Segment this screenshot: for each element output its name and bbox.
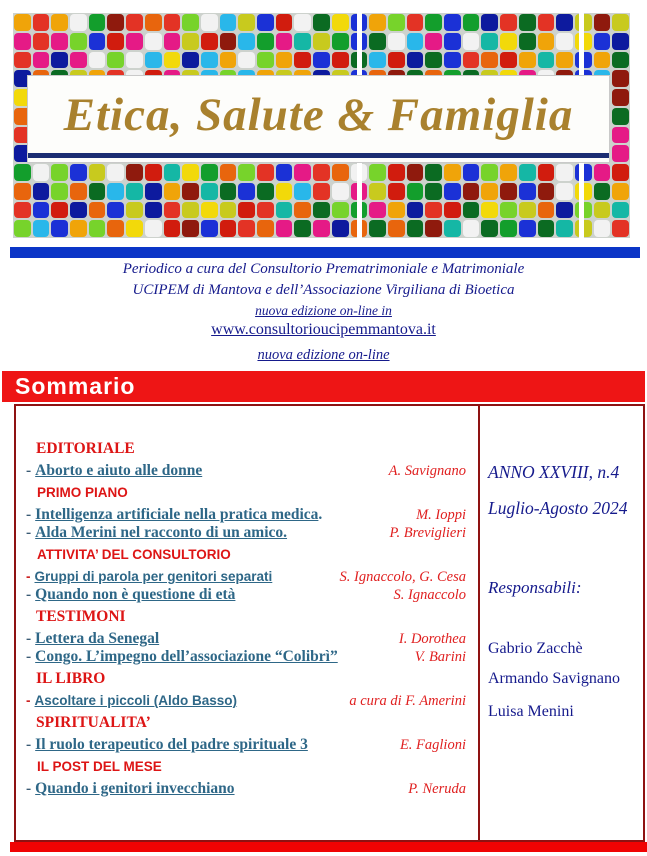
mosaic-tile [294,52,311,69]
mosaic-tile [294,164,311,181]
mosaic-tile [70,33,87,50]
mosaic-tile [257,164,274,181]
mosaic-tile [107,202,124,219]
toc-item-author: a cura di F. Amerini [349,693,466,709]
mosaic-tile [463,164,480,181]
mosaic-tile [182,220,199,237]
mosaic-tile [14,14,31,31]
toc-entries [16,406,480,840]
mosaic-tile [276,33,293,50]
mosaic-tile [612,108,629,125]
mosaic-tile [500,33,517,50]
toc-section-heading: EDITORIALE [36,440,135,457]
toc-item-dash: - [26,586,32,603]
mosaic-tile [369,164,386,181]
mosaic-tile [220,220,237,237]
toc-item-dash: - [26,630,32,647]
intro-line-1: Periodico a cura del Consultorio Prematrimoniale e Matrimoniale [122,261,525,277]
mosaic-tile [276,220,293,237]
toc-item-author: A. Savignano [388,463,466,479]
mosaic-tile [313,33,330,50]
mosaic-tile [51,164,68,181]
mosaic-tile [164,183,181,200]
mosaic-tile [369,52,386,69]
toc-section-heading: IL LIBRO [36,670,106,687]
mosaic-tile [164,164,181,181]
mosaic-tile [332,52,349,69]
mosaic-tile [425,183,442,200]
mosaic-tile [51,183,68,200]
toc-item-dash: - [26,736,32,753]
toc-item-author: P. Neruda [408,781,466,797]
mosaic-tile [33,164,50,181]
mosaic-tile [519,164,536,181]
issue-year: ANNO XXVIII, n.4 [488,462,620,482]
mosaic-tile [538,52,555,69]
mosaic-tile [463,14,480,31]
mosaic-tile [612,89,629,106]
mosaic-tile [182,52,199,69]
toc-item-author: S. Ignaccolo, G. Cesa [339,569,466,585]
mosaic-tile [257,33,274,50]
mosaic-tile [276,183,293,200]
mosaic-tile [89,52,106,69]
mosaic-tile [294,220,311,237]
mosaic-tile [182,202,199,219]
mosaic-tile [238,164,255,181]
mosaic-tile [33,202,50,219]
mosaic-tile [369,202,386,219]
toc-item-dash: - [26,780,32,797]
mosaic-tile [107,220,124,237]
toc-item [24,586,466,604]
mosaic-tile [594,183,611,200]
mosaic-tile [407,202,424,219]
mosaic-tile [107,52,124,69]
mosaic-tile [201,14,218,31]
mosaic-tile [612,220,629,237]
mosaic-tile [594,52,611,69]
mosaic-tile [182,33,199,50]
mosaic-tile [164,14,181,31]
mosaic-tile [463,33,480,50]
mosaic-tile [407,220,424,237]
toc-item-dash: - [26,569,31,584]
mosaic-tile [33,52,50,69]
mosaic-tile [519,14,536,31]
mosaic-tile [500,164,517,181]
responsabili-label: Responsabili: [488,578,582,597]
mosaic-tile [463,202,480,219]
mosaic-tile [70,52,87,69]
mosaic-tile [33,33,50,50]
mosaic-tile [594,220,611,237]
mosaic-tile [220,164,237,181]
toc-item-link[interactable]: Alda Merini nel racconto di un amico. [35,524,288,541]
mosaic-tile [220,52,237,69]
mosaic-tile [594,202,611,219]
mosaic-tile [556,33,573,50]
mosaic-tile [313,220,330,237]
mosaic-tile [51,202,68,219]
mosaic-tile [500,202,517,219]
mosaic-tile [425,52,442,69]
mosaic-tile [51,14,68,31]
mosaic-tile [107,14,124,31]
mosaic-tile [257,52,274,69]
toc-item-dash: - [26,693,31,708]
toc-item-author: I. Dorothea [398,631,466,647]
mosaic-tile [500,14,517,31]
mosaic-tile [594,33,611,50]
mosaic-tile [220,202,237,219]
mosaic-tile [14,220,31,237]
mosaic-tile [407,183,424,200]
title-banner [27,75,610,163]
mosaic-tile [257,183,274,200]
mosaic-tile [313,183,330,200]
sommario-table [14,404,645,842]
mosaic-tile [70,220,87,237]
toc-item-link[interactable]: Quando i genitori invecchiano [35,780,235,797]
toc-item-author: P. Breviglieri [389,525,466,541]
mosaic-tile [481,33,498,50]
toc-item [24,506,466,524]
mosaic-tile [145,33,162,50]
mosaic-tile [425,202,442,219]
toc-item-dash: - [26,506,32,523]
toc-item-link[interactable]: Il ruolo terapeutico del padre spirituale 3 [35,736,308,753]
mosaic-tile [238,52,255,69]
intro-line-2: UCIPEM di Mantova e dell’Associazione Virgiliana di Bioetica [132,282,515,298]
mosaic-tile [257,202,274,219]
toc-item-link[interactable]: Ascoltare i piccoli (Aldo Basso) [34,693,238,708]
mosaic-tile [107,33,124,50]
mosaic-tile [388,52,405,69]
mosaic-tile [276,52,293,69]
mosaic-tile [14,164,31,181]
responsabile-name: Gabrio Zacchè [488,640,583,657]
mosaic-tile [14,202,31,219]
mosaic-tile [126,202,143,219]
mosaic-tile [182,164,199,181]
mosaic-tile [145,183,162,200]
mosaic-tile [164,52,181,69]
mosaic-tile [238,14,255,31]
mosaic-tile [145,202,162,219]
mosaic-tile [313,164,330,181]
mosaic-tile [612,33,629,50]
mosaic-tile [481,14,498,31]
mosaic-tile [407,33,424,50]
mosaic-tile [313,14,330,31]
mosaic-tile [164,220,181,237]
issue-info-column [480,406,643,840]
mosaic-tile [425,164,442,181]
mosaic-tile [107,164,124,181]
toc-item [24,524,466,542]
mosaic-tile [388,33,405,50]
mosaic-tile [89,202,106,219]
mosaic-tile [444,202,461,219]
mosaic-tile [220,183,237,200]
mosaic-tile [70,202,87,219]
toc-item-author: E. Faglioni [399,737,466,753]
toc-section-heading: PRIMO PIANO [37,485,128,500]
toc-item [24,692,466,710]
mosaic-tile [201,33,218,50]
mosaic-tile [612,70,629,87]
mosaic-tile [332,164,349,181]
mosaic-tile [538,183,555,200]
mosaic-tile [294,183,311,200]
mosaic-tile [369,33,386,50]
mosaic-tile [538,14,555,31]
mosaic-tile [220,33,237,50]
mosaic-tile [294,202,311,219]
mosaic-tile [388,202,405,219]
mosaic-tile [276,202,293,219]
mosaic-tile [126,183,143,200]
mosaic-tile [89,33,106,50]
toc-item-suffix: . [318,506,323,523]
mosaic-tile [257,14,274,31]
toc-item-link[interactable]: Intelligenza artificiale nella pratica medica [35,506,319,523]
mosaic-tile [463,52,480,69]
mosaic-tile [612,183,629,200]
toc-item-dash: - [26,462,32,479]
online-edition-link[interactable]: nuova edizione on-line in [255,303,392,318]
mosaic-tile [481,202,498,219]
mosaic-tile [201,183,218,200]
toc-item [24,648,466,666]
mosaic-tile [126,164,143,181]
mosaic-tile [182,183,199,200]
mosaic-tile [332,220,349,237]
mosaic-tile [33,14,50,31]
mosaic-tile [201,52,218,69]
toc-section-heading: ATTIVITA’ DEL CONSULTORIO [37,547,231,562]
mosaic-tile [145,220,162,237]
mosaic-tile [14,52,31,69]
mosaic-tile [51,33,68,50]
page-title: Etica, Salute & Famiglia [63,88,574,141]
mosaic-tile [276,164,293,181]
mosaic-tile [500,52,517,69]
responsabile-name: Luisa Menini [488,703,574,720]
mosaic-tile [612,202,629,219]
mosaic-tile [481,183,498,200]
toc-item-dash: - [26,648,32,665]
mosaic-tile [556,183,573,200]
mosaic-tile [145,164,162,181]
mosaic-tile [481,220,498,237]
mosaic-tile [89,183,106,200]
toc-item-link[interactable]: Lettera da Senegal [35,630,160,647]
toc-item-link[interactable]: Quando non è questione di età [35,586,236,603]
issue-period: Luglio-Agosto 2024 [488,498,628,518]
mosaic-tile [407,52,424,69]
mosaic-tile [444,164,461,181]
mosaic-tile [388,164,405,181]
mosaic-tile [33,183,50,200]
mosaic-tile [444,183,461,200]
mosaic-tile [407,14,424,31]
toc-item [24,780,466,798]
mosaic-tile [556,14,573,31]
mosaic-tile [238,183,255,200]
mosaic-tile [556,52,573,69]
mosaic-tile [444,220,461,237]
mosaic-tile [89,164,106,181]
mosaic-tile [313,202,330,219]
mosaic-tile [425,220,442,237]
mosaic-tile [164,33,181,50]
mosaic-tile [201,202,218,219]
mosaic-header-image [13,13,630,238]
toc-item [24,630,466,648]
mosaic-tile [126,14,143,31]
toc-item [24,736,466,754]
mosaic-tile [612,14,629,31]
mosaic-tile [463,220,480,237]
mosaic-tile [388,220,405,237]
mosaic-tile [556,220,573,237]
banner-underline [28,153,609,158]
mosaic-tile [481,164,498,181]
toc-section-heading: IL POST DEL MESE [37,759,162,774]
mosaic-tile [51,52,68,69]
mosaic-tile [538,220,555,237]
mosaic-tile [463,183,480,200]
mosaic-tile [145,14,162,31]
mosaic-tile [201,220,218,237]
mosaic-tile [369,183,386,200]
toc-item-author: S. Ignaccolo [393,587,466,603]
mosaic-tile [369,14,386,31]
mosaic-tile [612,52,629,69]
mosaic-tile [238,220,255,237]
mosaic-tile [556,202,573,219]
mosaic-tile [594,164,611,181]
mosaic-tile [369,220,386,237]
footer-red-bar [10,842,647,852]
mosaic-tile [145,52,162,69]
responsabile-name: Armando Savignano [488,670,620,687]
mosaic-tile [519,33,536,50]
mosaic-tile [519,220,536,237]
toc-item-link[interactable]: Congo. L’impegno dell’associazione “Colibrì” [35,648,338,665]
toc-item-dash: - [26,524,32,541]
mosaic-tile [70,183,87,200]
mosaic-tile [14,33,31,50]
sommario-header: Sommario [2,371,645,402]
toc-section-heading: TESTIMONI [36,608,126,625]
mosaic-tile [612,127,629,144]
mosaic-tile [612,164,629,181]
mosaic-tile [538,202,555,219]
mosaic-tile [182,14,199,31]
mosaic-tile [238,33,255,50]
blue-divider-bar [10,247,640,258]
mosaic-tile [294,14,311,31]
mosaic-tile [70,14,87,31]
toc-item [24,568,466,586]
mosaic-tile [500,220,517,237]
mosaic-tile [257,220,274,237]
mosaic-tile [500,183,517,200]
mosaic-tile [519,183,536,200]
mosaic-tile [220,14,237,31]
mosaic-tile [332,33,349,50]
mosaic-tile [276,14,293,31]
mosaic-tile [388,14,405,31]
mosaic-tile [444,52,461,69]
website-link[interactable]: www.consultorioucipemmantova.it [211,321,436,338]
toc-item-link[interactable]: Gruppi di parola per genitori separati [34,569,273,584]
mosaic-tile [407,164,424,181]
mosaic-tile [556,164,573,181]
mosaic-tile [126,33,143,50]
mosaic-tile [70,164,87,181]
mosaic-tile [201,164,218,181]
mosaic-tile [33,220,50,237]
online-edition-link-2[interactable]: nuova edizione on-line [257,347,390,363]
mosaic-tile [594,14,611,31]
mosaic-tile [89,220,106,237]
toc-item-author: M. Ioppi [416,507,466,523]
mosaic-tile [425,14,442,31]
mosaic-tile [126,220,143,237]
mosaic-tile [126,52,143,69]
mosaic-tile [313,52,330,69]
mosaic-tile [332,183,349,200]
mosaic-tile [294,33,311,50]
mosaic-tile [538,164,555,181]
mosaic-tile [519,52,536,69]
mosaic-tile [14,183,31,200]
mosaic-tile [388,183,405,200]
mosaic-tile [519,202,536,219]
mosaic-tile [538,33,555,50]
toc-item [24,462,466,480]
mosaic-tile [444,33,461,50]
mosaic-tile [89,14,106,31]
mosaic-tile [612,145,629,162]
mosaic-tile [332,14,349,31]
mosaic-tile [444,14,461,31]
mosaic-tile [481,52,498,69]
mosaic-tile [425,33,442,50]
toc-item-author: V. Barini [414,649,466,665]
mosaic-tile [332,202,349,219]
mosaic-tile [238,202,255,219]
mosaic-tile [164,202,181,219]
toc-item-link[interactable]: Aborto e aiuto alle donne [35,462,203,479]
toc-section-heading: SPIRITUALITA’ [36,714,151,731]
mosaic-tile [107,183,124,200]
mosaic-tile [51,220,68,237]
